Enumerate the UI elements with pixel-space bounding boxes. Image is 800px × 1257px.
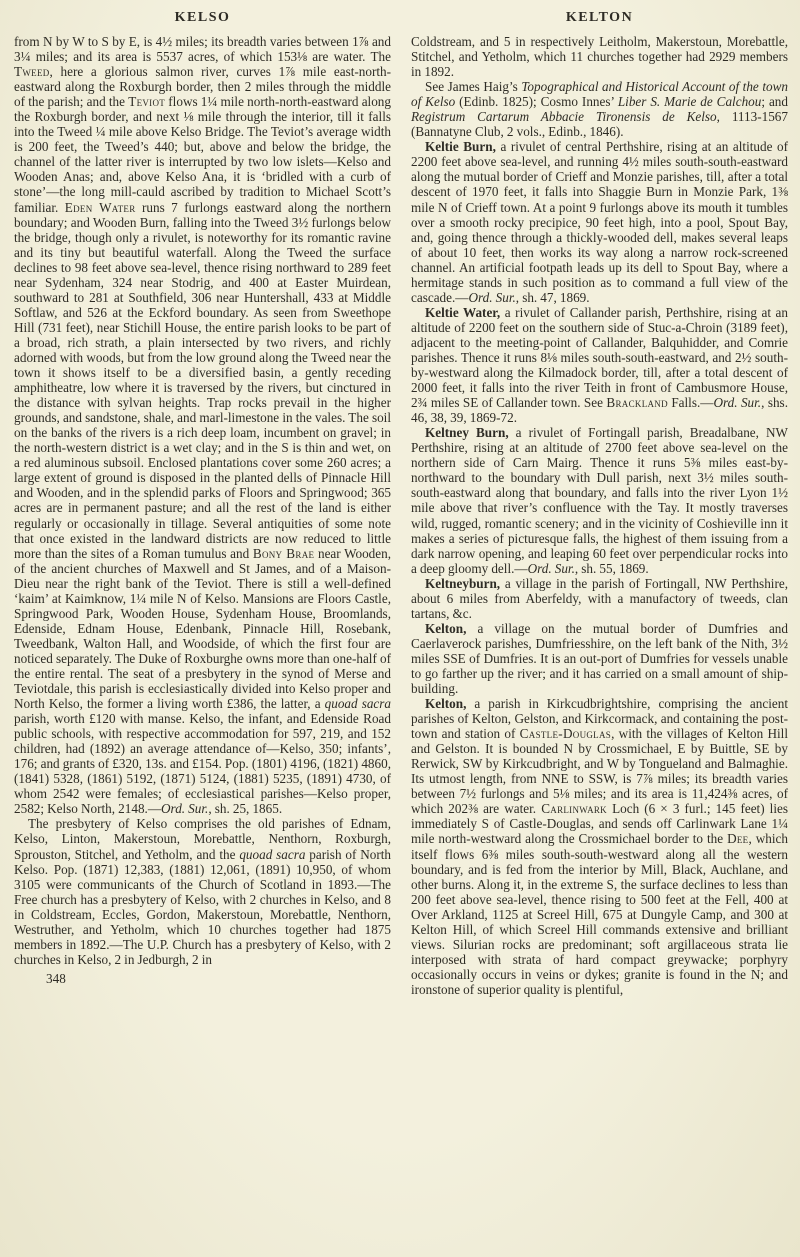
text-run: Kelton, [425, 620, 467, 636]
column-header-left: KELSO [174, 10, 231, 25]
text-run: Bony Brae [252, 545, 315, 561]
text-run: , sh. 25, 1865. [208, 801, 283, 817]
paragraph [14, 34, 391, 816]
paragraph [411, 621, 788, 696]
text-run: , 1113-1567 (Bannatyne Club, 2 vols., Edinb., 1846). [411, 109, 788, 140]
text-run: Ord. Sur. [468, 289, 516, 305]
text-run: Keltie Burn, [425, 139, 496, 155]
text-run: (Edinb. 1825); Cosmo Innes’ [455, 94, 618, 110]
text-run: , sh. 55, 1869. [574, 560, 649, 576]
text-run: a rivulet of Callander parish, Perthshire, rising at an altitude of 2200 feet on the southern side of Stuc-a-Chroin (3189 feet), adjacent to the meeting-point of Callander, Balquhidder, and Comrie parishes. Thence it runs 8⅛ miles south-south-eastward, and 2½ south-by-westward along the Kilmadock border, till, after a total descent of 2000 feet, it falls into the river Teith in front of Cambusmore House, 2¾ miles SE of Callander town. See [411, 304, 788, 411]
text-run: Keltneyburn, [425, 575, 501, 591]
text-run: Keltie Water, [425, 304, 501, 320]
text-run: Tweed [14, 64, 50, 80]
two-column-layout [14, 8, 788, 997]
text-run: parish, worth £120 with manse. Kelso, the infant, and Edenside Road public schools, with respective accommodation for 597, 219, and 152 children, had (1892) an average attendance of—Kelso, 350; infants’, 176; and grants of £320, 13s. and £154. Pop. (1801) 4196, (1821) 4860, (1841) 5328, (1861) 5192, (1871) 5124, (1881) 5235, (1891) 4730, of whom 2542 were females; of ecclesiastical parishes—Kelso proper, 2582; Kelso North, 2148.— [14, 711, 391, 817]
text-run: Coldstream, and 5 in respectively Leitholm, Makerstoun, Morebattle, Stitchel, and Yetholm, which 11 churches together had 2929 members in 1892. [411, 34, 788, 80]
text-run: Keltney Burn, [425, 425, 509, 441]
text-run: The presbytery of Kelso comprises the old parishes of Ednam, Kelso, Linton, Makerstoun, Morebattle, Nenthorn, Roxburgh, Sprouston, Stitchel, and Yetholm, and the [14, 816, 391, 862]
text-run: Falls.— [667, 395, 714, 411]
text-run: Ord. Sur. [713, 395, 762, 411]
text-run: Topographical and Historical Account of the town of Kelso [411, 79, 788, 110]
text-run: a village in the parish of Fortingall, NW Perthshire, about 6 miles from Aberfeldy, with a manufactory of tweeds, clan tartans, &c. [411, 575, 788, 621]
right-column [411, 8, 788, 997]
text-run: runs 7 furlongs eastward along the northern boundary; and Wooden Burn, falling into the Tweed 3½ furlongs below the bridge, though only a rivulet, is noteworthy for its romantic ravine and its tiny but beautiful waterfall. Along the Tweed the surface declines to 98 feet above sea-level, thence rising northward to 289 feet near Sydenham, 324 near Stodrig, and 400 at Easter Muirdean, southward to 281 at Southfield, 306 near Huntershall, 433 at Middle Softlaw, and 526 at the Eckford boundary. As seen from Sweethope Hill (731 feet), near Stichill House, the entire parish looks to be part of a broad, rich strath, a plain intersected by two rivers, and richly adorned with woods, but from the low ground along the Tweed near the town it shows itself to be a diversified basin, a gently receding amphitheatre, low where it is traversed by the rivers, but cinctured in the distance with sylvan heights. Trap rocks prevail in the higher grounds, and sandstone, shale, and marl-limestone in the vales. The soil on the banks of the rivers is a rich deep loam, incumbent on gravel; in the north-western district is a wet clay; and in the S is thin and wet, on a red aluminous subsoil. Enclosed plantations cover some 260 acres; a large extent of ground is disposed in the planted dells of Pinnacle Hill and Wooden, and in the splendid parks of Floors and Springwood; 365 acres are in permanent pasture; and all the rest of the land is either regularly or occasionally in tillage. Several antiquities of some note that once existed in the landward districts are now reduced to little more than the sites of a Roman tumulus and [14, 199, 392, 561]
column-header-right: KELTON [565, 10, 634, 25]
text-run: Carlinwark [541, 801, 607, 817]
text-run: a rivulet of central Perthshire, rising at an altitude of 2200 feet above sea-level, and running 4½ miles south-south-eastward along the mutual border of Crieff and Monzie parishes, till, after a total descent of 1970 feet, it falls into Shaggie Burn in Monzie Park, 1⅜ mile N of Crieff town. At a point 9 furlongs above its mouth it tumbles over a smooth rocky precipice, 90 feet high, into a pool, Spout Bay, and, going thence through a thickly-wooded dell, makes several leaps of about 10 feet, then works its way along a narrow rock-screened channel. An artificial footpath leads up its dell to Spout Bay, where a hermitage stands in such position as to command a full view of the cascade.— [411, 139, 788, 305]
text-run: Eden Water [64, 199, 136, 215]
text-run: ; and [761, 94, 788, 110]
text-run: Teviot [128, 94, 166, 110]
text-run: parish of North Kelso. Pop. (1871) 12,383, (1881) 12,061, (1891) 10,950, of whom 3105 were communicants of the Church of Scotland in 1893.—The Free church has a presbytery of Kelso, with 2 churches in Kelso, and 8 in Coldstream, Eccles, Gordon, Makerstoun, Morebattle, Nenthorn, Westruther, and Yetholm, which 10 churches together had 1875 members in 1892.—The U.P. Church has a presbytery of Kelso, with 2 churches in Kelso, 2 in Jedburgh, 2 in [14, 846, 391, 967]
left-column-text [14, 34, 391, 967]
paragraph [411, 79, 788, 139]
text-run: , here a glorious salmon river, curves 1⅞ mile east-north-eastward along the Roxburgh border, then 2 miles through the middle of the parish; and the [14, 64, 391, 110]
paragraph [411, 305, 788, 425]
text-run: Castle-Douglas [519, 726, 612, 742]
text-run: Loch (6 × 3 furl.; 145 feet) lies immediately S of Castle-Douglas, and sends off Carlinwark Lane 1¼ mile north-westward along the Crossmichael border to the [411, 801, 788, 847]
text-run: Ord. Sur. [527, 560, 575, 576]
text-run: , which itself flows 6⅜ miles south-south-westward along all the western boundary, and is fed from the interior by Mill, Black, Auchlane, and other burns. Along it, in the extreme S, the surface declines to less than 200 feet above sea-level, thence rising to 500 feet at the Fell, 400 at Over Arkland, 1125 at Screel Hill, 675 at Dungyle Camp, and 300 at Kelton Hill, of which Screel Hill commands extensive and brilliant views. Silurian rocks are predominant; soft argillaceous strata lie interposed with strata of hard compact greywacke; porphyry occasionally occurs in veins or dykes; granite is found in the N; and ironstone of superior quality is plentiful, [411, 831, 788, 997]
text-run: a parish in Kirkcudbrightshire, comprising the ancient parishes of Kelton, Gelston, and Kirkcormack, and containing the post-town and station of [411, 696, 788, 742]
text-run: See James Haig’s [425, 79, 522, 95]
text-run: Dee [727, 831, 749, 847]
paragraph [14, 816, 391, 966]
paragraph [411, 139, 788, 305]
page-number: 348 [46, 970, 66, 986]
text-run: a village on the mutual border of Dumfries and Caerlaverock parishes, Dumfriesshire, on the left bank of the Nith, 3½ miles SSE of Dumfries. It is an out-port of Dumfries for vessels unable to go farther up the river; and it has carried on a small amount of ship-building. [411, 620, 788, 697]
text-run: quoad sacra [324, 696, 391, 712]
paragraph [411, 34, 788, 79]
paragraph [411, 425, 788, 575]
text-run: Ord. Sur. [161, 801, 209, 817]
text-run: Kelton, [425, 696, 467, 712]
text-run: Brackland [606, 395, 668, 411]
paragraph [411, 576, 788, 621]
text-run: from N by W to S by E, is 4½ miles; its breadth varies between 1⅞ and 3¼ miles; and its area is 5537 acres, of which 153⅛ are water. The [14, 34, 391, 65]
text-run: , shs. 46, 38, 39, 1869-72. [411, 395, 788, 426]
text-run: near Wooden, of the ancient churches of Maxwell and St James, and of a Maison-Dieu near the right bank of the Teviot. There is still a well-defined ‘kaim’ at Kaimknow, 1¼ mile N of Kelso. Mansions are Floors Castle, Springwood Park, Wooden House, Sydenham House, Broomlands, Edenside, Ednam House, Edenbank, Pinnacle Hill, Rosebank, Tweedbank, Walton Hall, and Woodside, of which the first four are noticed separately. The Duke of Roxburghe owns more than one-half of the entire rental. The seat of a presbytery in the synod of Merse and Teviotdale, this parish is ecclesiastically divided into Kelso proper and North Kelso, the former a living worth £386, the latter, a [14, 545, 392, 712]
text-run: , with the villages of Kelton Hill and Gelston. It is bounded N by Crossmichael, E by Buittle, SE by Rerwick, SW by Kirkcudbright, and W by Tongueland and Balmaghie. Its utmost length, from NNE to SSW, is 7⅞ miles; its breadth varies between 7½ furlongs and 5⅛ miles; and its area is 11,424⅜ acres, of which 202⅜ are water. [411, 726, 788, 817]
text-run: Registrum Cartarum Abbacie Tironensis de Kelso [411, 109, 717, 125]
text-run: flows 1¼ mile north-north-eastward along the Roxburgh border, and next ⅛ mile through the interior, till it falls into the Tweed ¼ mile above Kelso Bridge. The Teviot’s average width is 200 feet, the Tweed’s 440; but, above and below the bridge, the channel of the latter river is interrupted by two low islets—Kelso and Wooden Anas; and, above Kelso Ana, it is ‘bridled with a curb of stone’—the long mill-cauld ascribed by tradition to Michael Scott’s familiar. [14, 94, 391, 215]
text-run: quoad sacra [239, 846, 306, 862]
right-column-text [411, 34, 788, 997]
text-run: Liber S. Marie de Calchou [617, 94, 762, 110]
paragraph [411, 696, 788, 997]
left-column [14, 8, 391, 997]
text-run: , sh. 47, 1869. [515, 289, 590, 305]
text-run: a rivulet of Fortingall parish, Breadalbane, NW Perthshire, rising at an altitude of 2700 feet above sea-level on the northern side of Carn Mairg. Thence it runs 5⅜ miles east-by-northward to the boundary with Dull parish, next 3½ miles south-south-eastward along that boundary, and falls into the river Lyon 1½ mile above that river’s confluence with the Tay. It mostly traverses wild, rugged, romantic scenery; and in the vicinity of Coshieville inn it makes a series of picturesque falls, the highest of them issuing from a dark narrow opening, and leaping 60 feet over perpendicular rocks into a deep gloomy dell.— [411, 425, 788, 576]
